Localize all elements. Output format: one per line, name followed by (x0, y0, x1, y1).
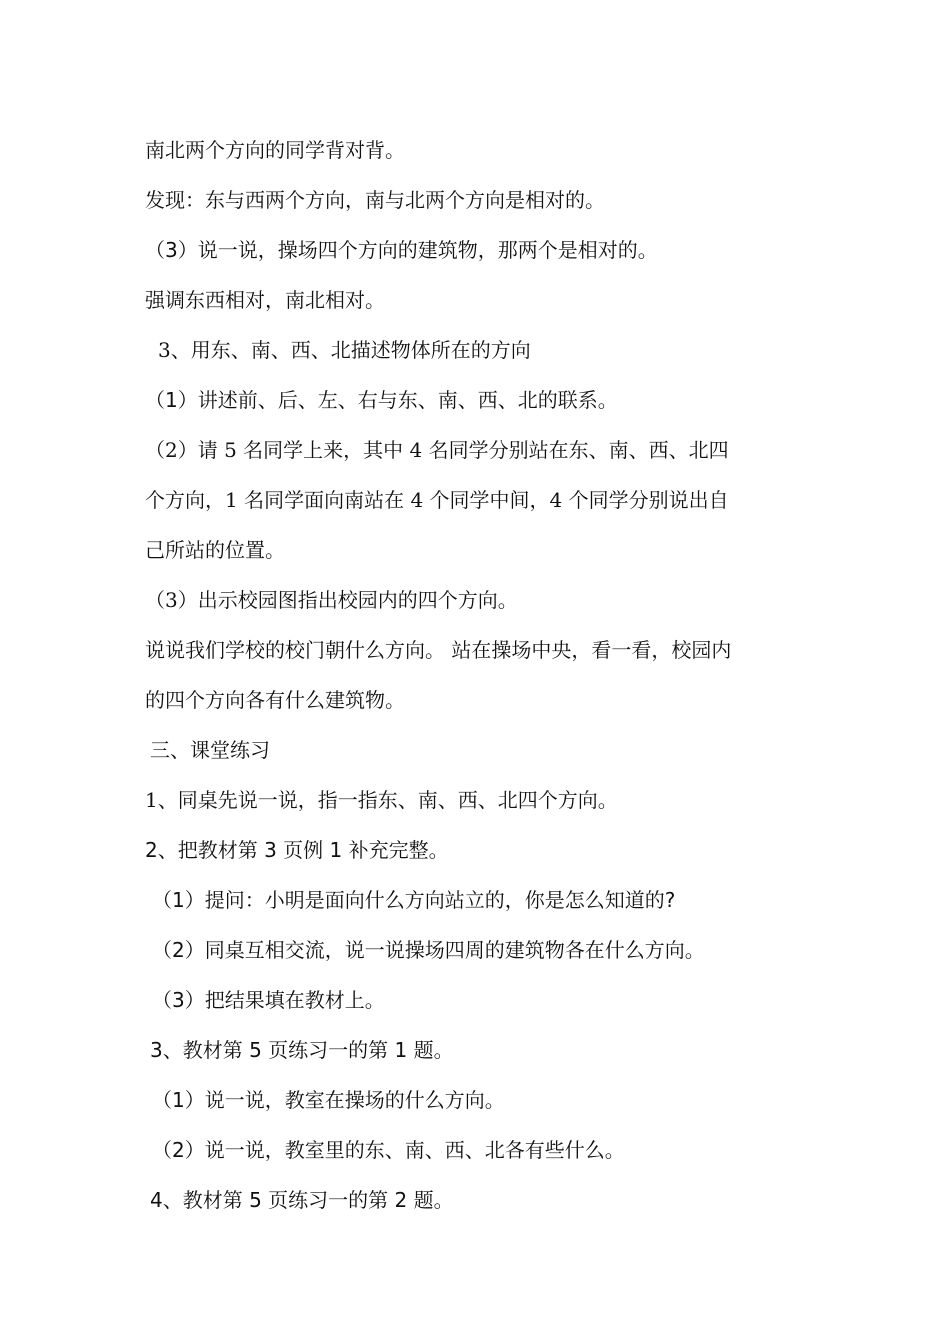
paragraph-line-11: 说说我们学校的校门朝什么方向。 站在操场中央，看一看，校园内 (145, 638, 732, 662)
exercise-subitem-3-1: （1）说一说，教室在操场的什么方向。 (152, 1088, 505, 1112)
exercise-subitem-3-2: （2）说一说，教室里的东、南、西、北各有些什么。 (152, 1138, 625, 1162)
paragraph-line-7: （2）请 5 名同学上来，其中 4 名同学分别站在东、南、西、北四 (145, 438, 729, 462)
paragraph-line-6: （1）讲述前、后、左、右与东、南、西、北的联系。 (145, 388, 618, 412)
section-heading-3: 3、用东、南、西、北描述物体所在的方向 (158, 338, 531, 362)
paragraph-line-9: 己所站的位置。 (145, 538, 285, 562)
exercise-subitem-2-2: （2）同桌互相交流，说一说操场四周的建筑物各在什么方向。 (152, 938, 705, 962)
paragraph-line-12: 的四个方向各有什么建筑物。 (145, 688, 405, 712)
paragraph-line-1: 南北两个方向的同学背对背。 (145, 138, 405, 162)
exercise-item-2: 2、把教材第 3 页例 1 补充完整。 (145, 838, 449, 862)
paragraph-line-10: （3）出示校园图指出校园内的四个方向。 (145, 588, 518, 612)
exercise-item-1: 1、同桌先说一说，指一指东、南、西、北四个方向。 (145, 788, 618, 812)
paragraph-line-8: 个方向，1 名同学面向南站在 4 个同学中间，4 个同学分别说出自 (145, 488, 729, 512)
paragraph-line-3: （3）说一说，操场四个方向的建筑物，那两个是相对的。 (145, 238, 658, 262)
exercise-item-3: 3、教材第 5 页练习一的第 1 题。 (150, 1038, 454, 1062)
exercise-subitem-2-3: （3）把结果填在教材上。 (152, 988, 385, 1012)
paragraph-line-2: 发现：东与西两个方向，南与北两个方向是相对的。 (145, 188, 605, 212)
exercise-item-4: 4、教材第 5 页练习一的第 2 题。 (150, 1188, 454, 1212)
exercise-subitem-2-1: （1）提问：小明是面向什么方向站立的，你是怎么知道的? (152, 888, 676, 912)
paragraph-line-4: 强调东西相对，南北相对。 (145, 288, 385, 312)
section-heading-classroom-practice: 三、课堂练习 (150, 738, 270, 762)
